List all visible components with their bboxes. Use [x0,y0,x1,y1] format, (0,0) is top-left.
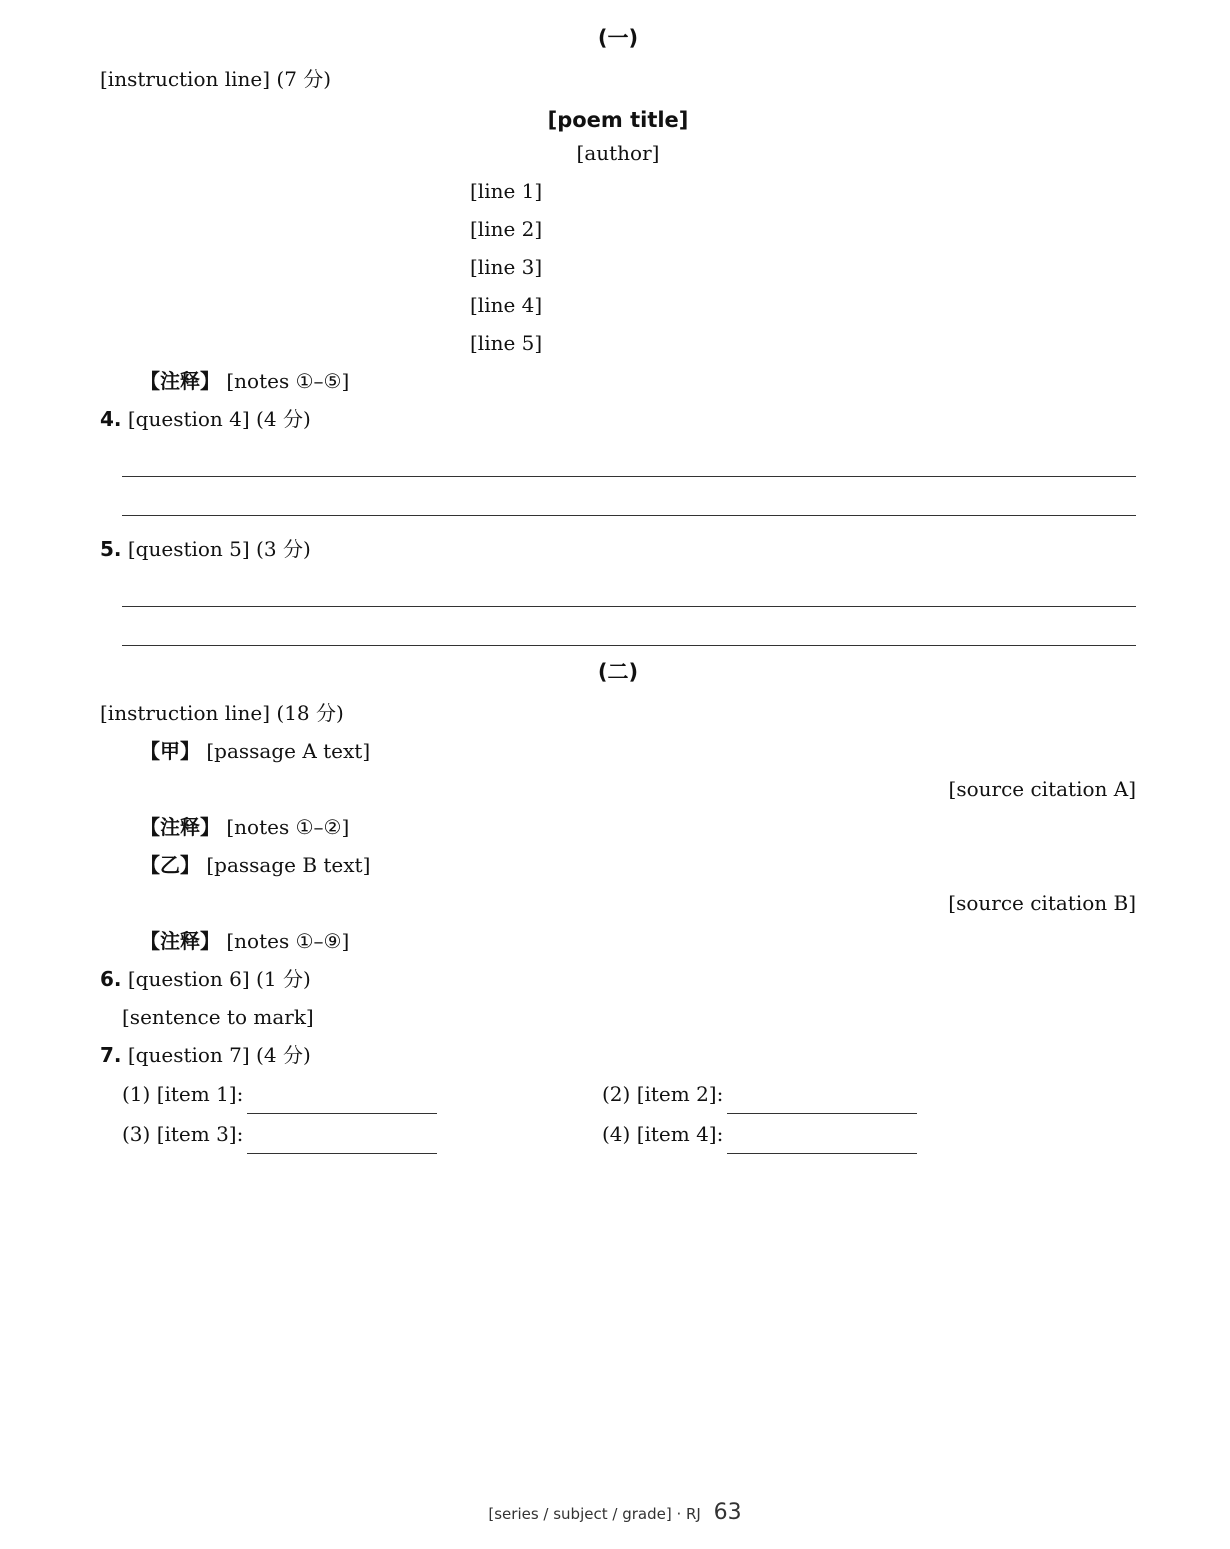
question-7 [100,1036,1136,1074]
poem-line: [line 1] [470,179,543,203]
section-2-heading: (二) [597,660,639,684]
exam-page [100,16,1136,1154]
question-number: 4. [100,407,122,431]
answer-line[interactable] [122,477,1136,516]
section-1-instruction: [instruction line] (7 分) [100,67,332,91]
notes-tag: 【注释】 [140,815,220,839]
question-7-row [100,1074,1136,1114]
poem-line: [line 2] [470,217,543,241]
question-4 [100,400,1136,438]
answer-line[interactable] [122,607,1136,646]
passage-a [100,732,1136,770]
passage-b-source: [source citation B] [948,891,1136,915]
item-label: (1) [item 1]: [122,1082,244,1106]
answer-line[interactable] [122,438,1136,477]
answer-blank[interactable] [727,1087,917,1114]
poem-notes [100,362,1136,400]
page-number: 63 [713,1500,742,1525]
answer-blank[interactable] [247,1087,437,1114]
poem-body [100,172,1136,362]
question-text: [question 5] (3 分) [127,537,311,561]
notes-text: [notes ①–⑤] [226,369,350,393]
poem-author: [author] [576,141,660,165]
page-footer [0,1500,1230,1525]
question-text: [question 6] (1 分) [127,967,311,991]
item-label: (3) [item 3]: [122,1122,244,1146]
poem-title: [poem title] [547,108,689,132]
section-1-heading: (一) [597,26,639,50]
question-text: [question 7] (4 分) [127,1043,311,1067]
notes-tag: 【注释】 [140,369,220,393]
passage-b [100,846,1136,884]
passage-b-notes [100,922,1136,960]
answer-blank[interactable] [727,1127,917,1154]
notes-text: [notes ①–⑨] [226,929,350,953]
answer-line[interactable] [122,568,1136,607]
question-5 [100,530,1136,568]
answer-blank[interactable] [247,1127,437,1154]
question-6-sentence: [sentence to mark] [122,1005,314,1029]
poem-line: [line 5] [470,331,543,355]
passage-b-tag: 【乙】 [140,853,200,877]
question-7-row [100,1114,1136,1154]
passage-a-tag: 【甲】 [140,739,200,763]
question-6 [100,960,1136,998]
footer-text: [series / subject / grade] · RJ [488,1505,701,1523]
item-label: (4) [item 4]: [602,1122,724,1146]
notes-tag: 【注释】 [140,929,220,953]
question-number: 7. [100,1043,122,1067]
question-number: 5. [100,537,122,561]
item-label: (2) [item 2]: [602,1082,724,1106]
section-2-instruction: [instruction line] (18 分) [100,701,344,725]
passage-a-text: [passage A text] [206,739,371,763]
poem-line: [line 4] [470,293,543,317]
poem-line: [line 3] [470,255,543,279]
passage-b-text: [passage B text] [206,853,371,877]
passage-a-notes [100,808,1136,846]
question-text: [question 4] (4 分) [127,407,311,431]
passage-a-source: [source citation A] [948,777,1136,801]
question-number: 6. [100,967,122,991]
notes-text: [notes ①–②] [226,815,350,839]
